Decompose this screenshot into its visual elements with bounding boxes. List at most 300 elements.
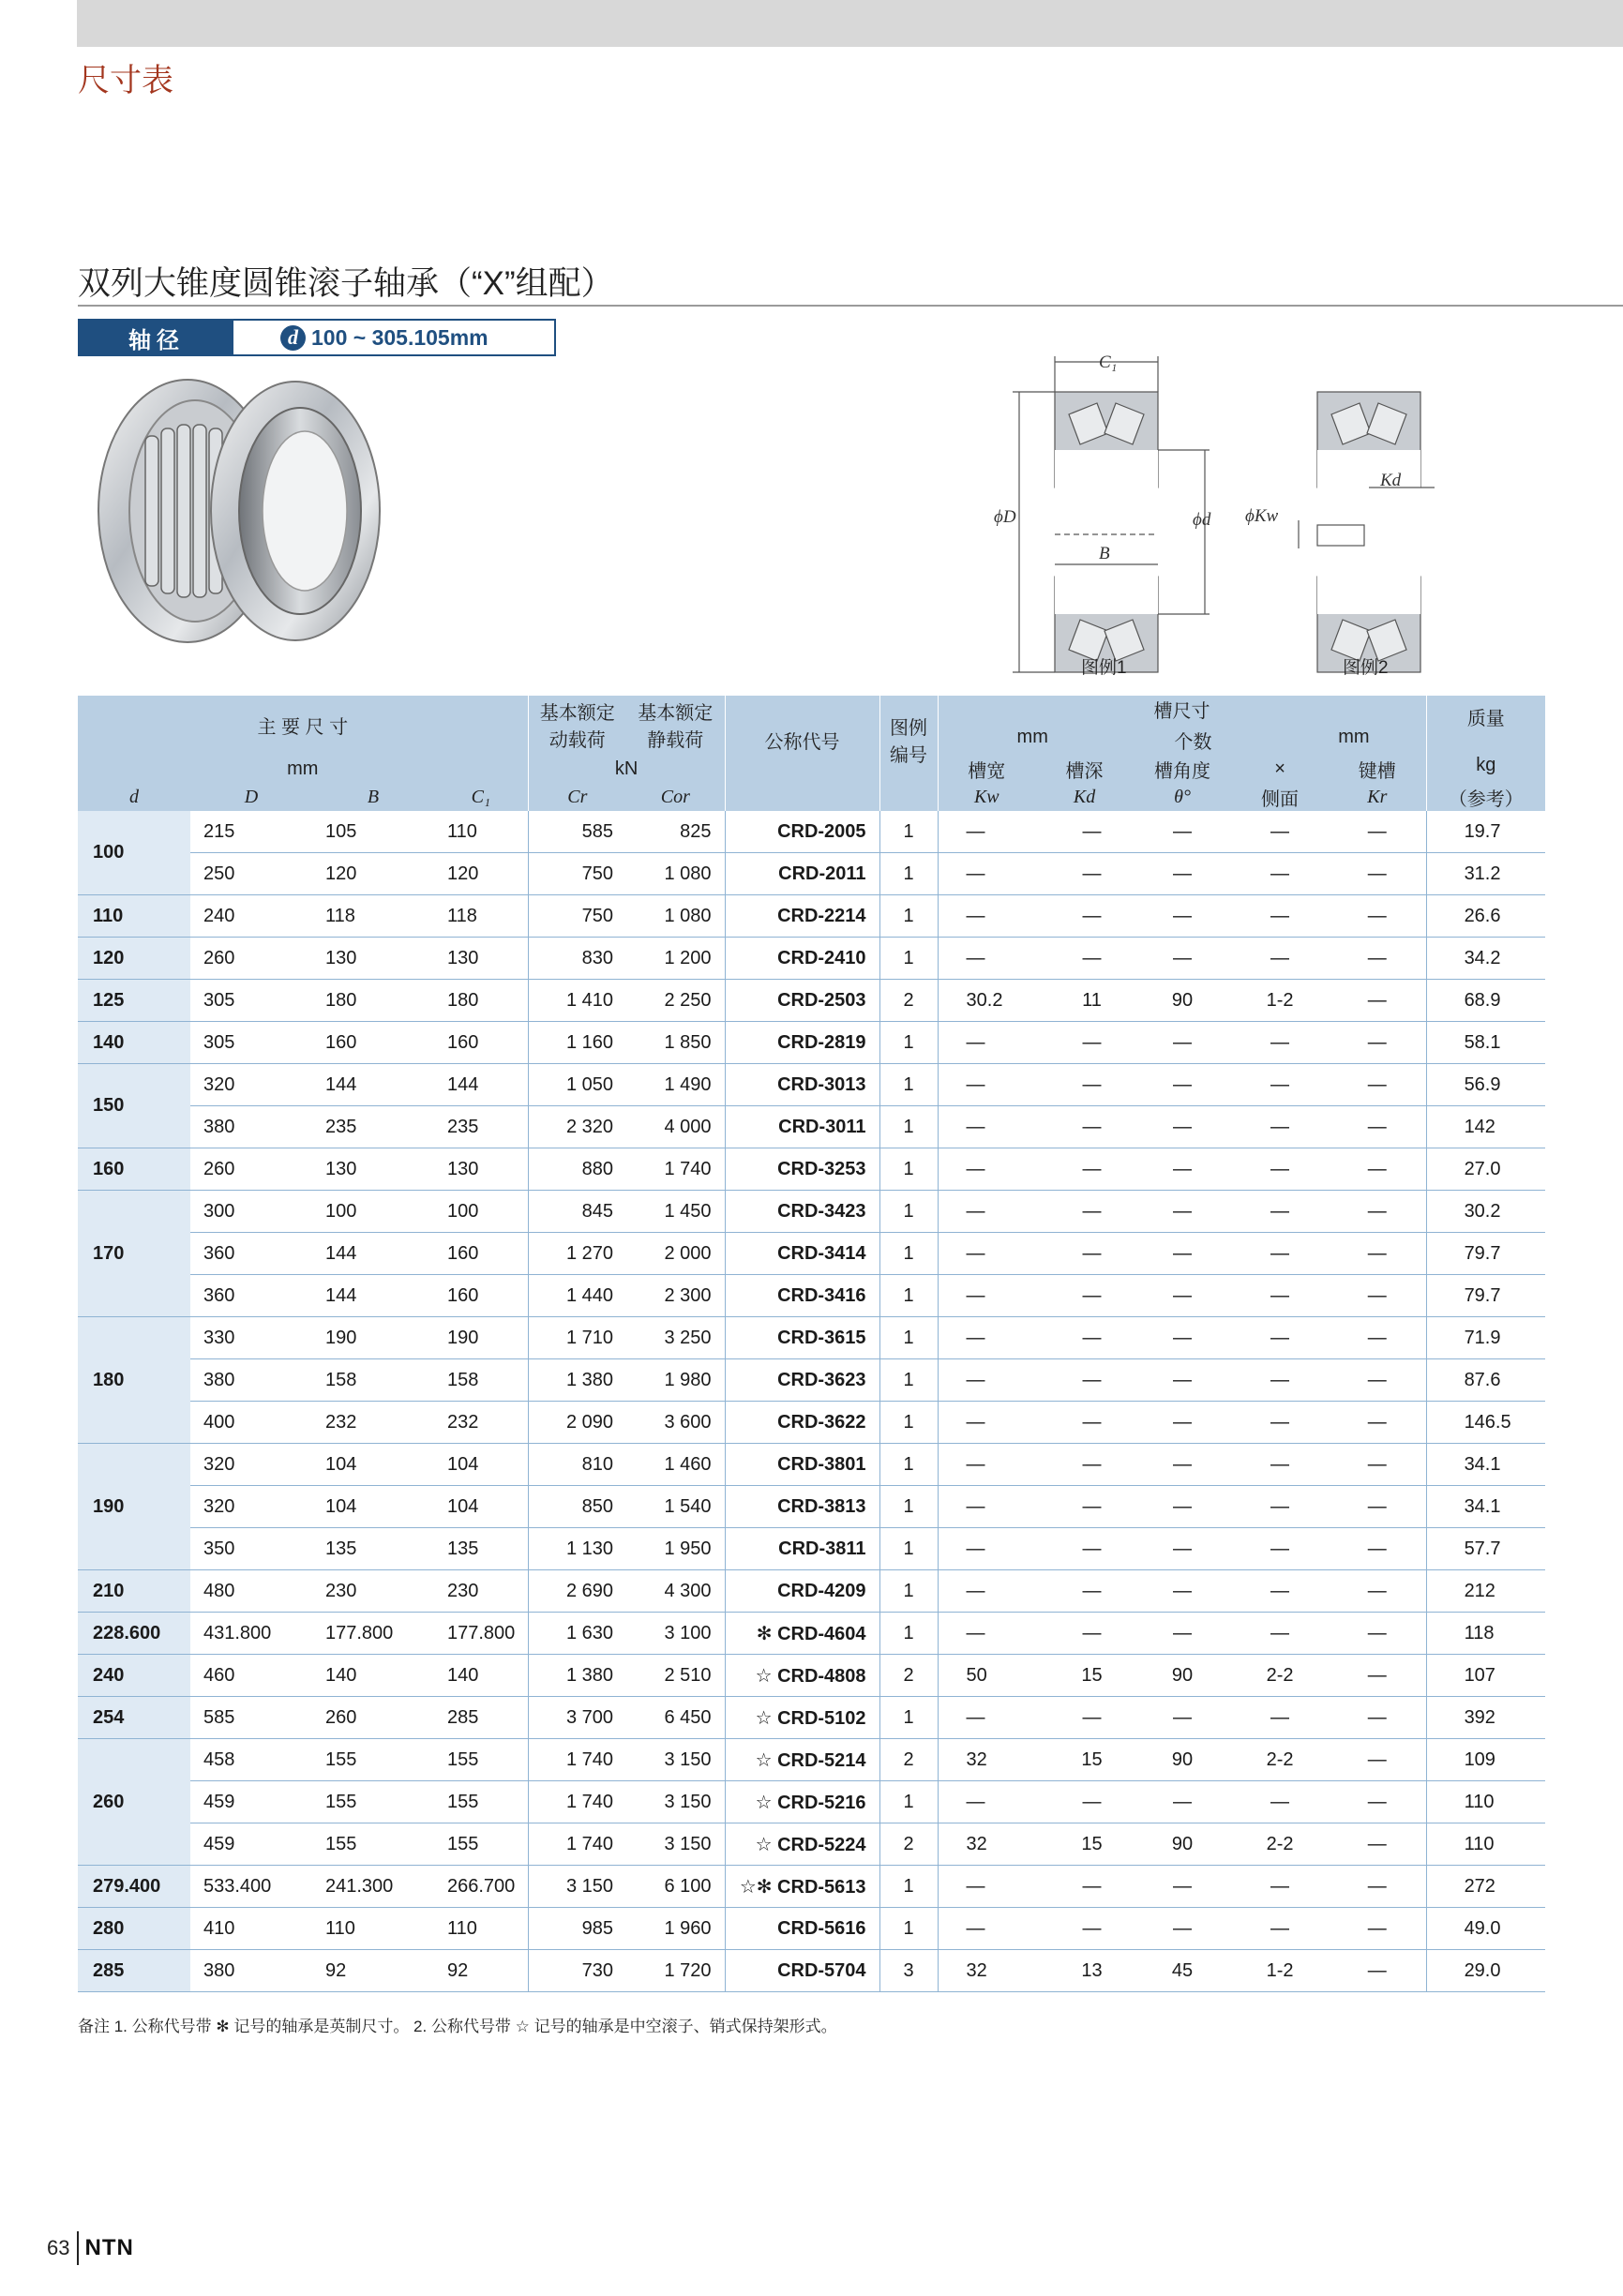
table-cell: —: [938, 1233, 1035, 1275]
table-cell: 2 320: [528, 1106, 626, 1148]
bore-diameter-cell: 254: [78, 1697, 190, 1739]
table-cell: 1: [879, 1866, 938, 1908]
bore-diameter-cell: 125: [78, 980, 190, 1022]
diagram-label-kd: Kd: [1380, 471, 1402, 490]
table-row: [78, 1570, 1545, 1613]
table-cell: 1 960: [626, 1908, 725, 1950]
table-cell: 79.7: [1426, 1233, 1545, 1275]
header-groove-width: 槽宽: [938, 754, 1035, 784]
header-count: 个数: [1174, 732, 1212, 753]
table-header: [78, 696, 1545, 811]
table-cell: —: [1231, 1064, 1329, 1106]
table-cell: 1 490: [626, 1064, 725, 1106]
table-cell: —: [1134, 1317, 1231, 1359]
dimension-table: [78, 696, 1545, 1992]
table-cell: CRD-2005: [725, 811, 879, 853]
table-cell: —: [1035, 1064, 1134, 1106]
table-cell: 92: [434, 1950, 528, 1992]
table-cell: 380: [190, 1106, 312, 1148]
table-cell: —: [1329, 1908, 1426, 1950]
table-cell: 109: [1426, 1739, 1545, 1781]
table-cell: 1: [879, 1570, 938, 1613]
table-cell: 880: [528, 1148, 626, 1191]
bore-range-value-wrap: [233, 321, 554, 354]
table-cell: 49.0: [1426, 1908, 1545, 1950]
header-groove-mm-2: mm: [1338, 727, 1370, 747]
table-cell: —: [1329, 1359, 1426, 1402]
bore-diameter-cell: 285: [78, 1950, 190, 1992]
table-cell: 180: [312, 980, 434, 1022]
table-cell: —: [938, 1064, 1035, 1106]
table-cell: 1-2: [1231, 980, 1329, 1022]
table-row: [78, 980, 1545, 1022]
bore-diameter-cell: 100: [78, 811, 190, 895]
header-groove-mm: mm: [1016, 727, 1048, 747]
header-mass: 质量 kg: [1426, 696, 1545, 784]
table-cell: —: [1035, 1148, 1134, 1191]
table-cell: 392: [1426, 1697, 1545, 1739]
table-cell: —: [1329, 1233, 1426, 1275]
table-cell: —: [1035, 1106, 1134, 1148]
table-cell: —: [1134, 1444, 1231, 1486]
table-cell: 260: [312, 1697, 434, 1739]
table-cell: 87.6: [1426, 1359, 1545, 1402]
table-cell: —: [938, 1275, 1035, 1317]
ntn-logo: NTN: [84, 2235, 134, 2260]
table-cell: 104: [434, 1486, 528, 1528]
table-row: [78, 1655, 1545, 1697]
table-cell: 300: [190, 1191, 312, 1233]
bore-diameter-cell: 260: [78, 1739, 190, 1866]
header-sym-theta: θ°: [1134, 784, 1231, 811]
table-cell: 155: [312, 1781, 434, 1823]
table-cell: —: [1329, 1739, 1426, 1781]
table-cell: —: [1231, 1528, 1329, 1570]
table-cell: —: [1231, 1402, 1329, 1444]
table-cell: 360: [190, 1233, 312, 1275]
table-cell: 45: [1134, 1950, 1231, 1992]
table-cell: 1 720: [626, 1950, 725, 1992]
table-cell: —: [1134, 1528, 1231, 1570]
footnote: 备注 1. 公称代号带 ✻ 记号的轴承是英制尺寸。 2. 公称代号带 ☆ 记号的轴承是中空滚子、销式保持架形式。: [78, 2018, 837, 2035]
table-cell: 79.7: [1426, 1275, 1545, 1317]
diagram-label-phid: ϕd: [1193, 510, 1211, 530]
bore-diameter-cell: 110: [78, 895, 190, 938]
table-cell: —: [938, 853, 1035, 895]
page-title: 双列大锥度圆锥滚子轴承（“X”组配）: [78, 265, 614, 302]
table-cell: 2 000: [626, 1233, 725, 1275]
table-cell: CRD-2819: [725, 1022, 879, 1064]
table-cell: 104: [434, 1444, 528, 1486]
table-cell: 110: [1426, 1781, 1545, 1823]
table-cell: 6 100: [626, 1866, 725, 1908]
table-cell: 118: [1426, 1613, 1545, 1655]
table-cell: —: [938, 1106, 1035, 1148]
table-cell: —: [1329, 811, 1426, 853]
table-cell: 155: [312, 1823, 434, 1866]
table-cell: 120: [434, 853, 528, 895]
table-cell: —: [1329, 853, 1426, 895]
table-cell: —: [1231, 811, 1329, 853]
table-cell: 2-2: [1231, 1823, 1329, 1866]
bore-diameter-cell: 190: [78, 1444, 190, 1570]
bore-diameter-cell: 140: [78, 1022, 190, 1064]
table-cell: —: [1035, 1022, 1134, 1064]
table-cell: 1: [879, 1317, 938, 1359]
table-cell: 431.800: [190, 1613, 312, 1655]
table-cell: 1 740: [528, 1739, 626, 1781]
header-sym-D: D: [190, 784, 312, 811]
table-cell: —: [1329, 1613, 1426, 1655]
table-cell: —: [938, 1697, 1035, 1739]
table-cell: 305: [190, 1022, 312, 1064]
bore-diameter-cell: 210: [78, 1570, 190, 1613]
table-cell: 1: [879, 1022, 938, 1064]
table-cell: 212: [1426, 1570, 1545, 1613]
table-cell: 1: [879, 1402, 938, 1444]
table-cell: —: [1329, 1317, 1426, 1359]
table-cell: 1 050: [528, 1064, 626, 1106]
table-cell: 1 980: [626, 1359, 725, 1402]
table-cell: 3 150: [626, 1739, 725, 1781]
table-cell: 90: [1134, 1823, 1231, 1866]
table-cell: 1 710: [528, 1317, 626, 1359]
table-cell: —: [938, 895, 1035, 938]
table-cell: —: [1329, 1570, 1426, 1613]
table-cell: 400: [190, 1402, 312, 1444]
table-row: [78, 1444, 1545, 1486]
table-cell: —: [1134, 1148, 1231, 1191]
table-cell: 1: [879, 1064, 938, 1106]
table-cell: 1: [879, 811, 938, 853]
table-cell: 1: [879, 895, 938, 938]
table-cell: 144: [312, 1275, 434, 1317]
table-cell: —: [1035, 1444, 1134, 1486]
table-row: [78, 895, 1545, 938]
table-cell: 68.9: [1426, 980, 1545, 1022]
table-cell: 1 410: [528, 980, 626, 1022]
table-cell: 1 080: [626, 895, 725, 938]
table-cell: 1: [879, 1528, 938, 1570]
table-cell: —: [938, 1866, 1035, 1908]
table-cell: 730: [528, 1950, 626, 1992]
bore-diameter-cell: 170: [78, 1191, 190, 1317]
table-cell: —: [1231, 1866, 1329, 1908]
table-cell: 1: [879, 1191, 938, 1233]
table-cell: —: [938, 1444, 1035, 1486]
table-cell: —: [1035, 895, 1134, 938]
table-cell: 1 160: [528, 1022, 626, 1064]
table-cell: ✻ CRD-4604: [725, 1613, 879, 1655]
table-cell: CRD-2011: [725, 853, 879, 895]
bearing-photo: [84, 370, 384, 652]
table-cell: —: [938, 1528, 1035, 1570]
table-cell: 3 100: [626, 1613, 725, 1655]
table-cell: 32: [938, 1823, 1035, 1866]
table-cell: —: [1134, 1697, 1231, 1739]
header-main-dims: 主 要 尺 寸: [78, 696, 528, 754]
table-cell: 34.2: [1426, 938, 1545, 980]
table-cell: 71.9: [1426, 1317, 1545, 1359]
table-cell: 1 630: [528, 1613, 626, 1655]
header-static-load: 基本额定 静载荷: [626, 696, 725, 754]
table-cell: 32: [938, 1739, 1035, 1781]
table-cell: 180: [434, 980, 528, 1022]
table-cell: —: [1035, 1528, 1134, 1570]
table-cell: —: [1134, 1908, 1231, 1950]
table-cell: 1 200: [626, 938, 725, 980]
table-cell: 2: [879, 1739, 938, 1781]
table-cell: —: [1231, 1570, 1329, 1613]
table-row: [78, 1317, 1545, 1359]
table-cell: 110: [434, 1908, 528, 1950]
table-cell: 90: [1134, 1739, 1231, 1781]
table-cell: 160: [434, 1233, 528, 1275]
table-cell: 985: [528, 1908, 626, 1950]
table-cell: 90: [1134, 980, 1231, 1022]
table-cell: —: [1329, 980, 1426, 1022]
table-cell: 3 150: [626, 1781, 725, 1823]
table-cell: 110: [1426, 1823, 1545, 1866]
table-cell: 135: [434, 1528, 528, 1570]
table-cell: 272: [1426, 1866, 1545, 1908]
table-cell: 2: [879, 1655, 938, 1697]
table-cell: 1: [879, 1233, 938, 1275]
table-cell: —: [1134, 895, 1231, 938]
table-cell: 158: [312, 1359, 434, 1402]
bore-range-box: [78, 319, 556, 356]
table-cell: —: [1035, 1233, 1134, 1275]
table-cell: 130: [312, 1148, 434, 1191]
table-cell: 1 460: [626, 1444, 725, 1486]
table-cell: —: [1134, 1233, 1231, 1275]
table-row: [78, 1402, 1545, 1444]
table-cell: —: [938, 1148, 1035, 1191]
table-cell: —: [1329, 1444, 1426, 1486]
table-cell: 235: [312, 1106, 434, 1148]
bore-diameter-cell: 228.600: [78, 1613, 190, 1655]
table-cell: —: [1134, 938, 1231, 980]
table-cell: 104: [312, 1486, 434, 1528]
table-row: [78, 1191, 1545, 1233]
table-cell: 90: [1134, 1655, 1231, 1697]
table-cell: —: [1231, 853, 1329, 895]
table-cell: 810: [528, 1444, 626, 1486]
table-cell: 50: [938, 1655, 1035, 1697]
table-cell: 177.800: [312, 1613, 434, 1655]
table-cell: —: [1134, 1022, 1231, 1064]
table-cell: —: [1231, 1191, 1329, 1233]
table-cell: —: [1134, 1402, 1231, 1444]
table-cell: CRD-2410: [725, 938, 879, 980]
table-row: [78, 1528, 1545, 1570]
table-cell: CRD-2214: [725, 895, 879, 938]
table-cell: —: [1231, 1148, 1329, 1191]
table-cell: —: [1329, 1486, 1426, 1528]
table-cell: 1 740: [528, 1781, 626, 1823]
table-cell: 2-2: [1231, 1655, 1329, 1697]
table-cell: 57.7: [1426, 1528, 1545, 1570]
table-cell: 135: [312, 1528, 434, 1570]
table-cell: —: [938, 1781, 1035, 1823]
table-cell: —: [1329, 1697, 1426, 1739]
table-cell: 1: [879, 1148, 938, 1191]
table-cell: CRD-3623: [725, 1359, 879, 1402]
table-cell: 120: [312, 853, 434, 895]
table-row: [78, 1106, 1545, 1148]
table-cell: —: [1231, 1233, 1329, 1275]
table-row: [78, 1950, 1545, 1992]
table-cell: 140: [434, 1655, 528, 1697]
figure-2-caption: 图例2: [1343, 658, 1389, 678]
table-cell: 30.2: [938, 980, 1035, 1022]
table-cell: —: [1134, 1275, 1231, 1317]
table-cell: CRD-2503: [725, 980, 879, 1022]
table-cell: 190: [434, 1317, 528, 1359]
table-cell: 320: [190, 1486, 312, 1528]
table-cell: CRD-3811: [725, 1528, 879, 1570]
header-sym-cor: Cor: [626, 784, 725, 811]
table-cell: CRD-3011: [725, 1106, 879, 1148]
table-cell: —: [1035, 811, 1134, 853]
table-row: [78, 1613, 1545, 1655]
table-cell: —: [1035, 1613, 1134, 1655]
table-cell: 130: [434, 938, 528, 980]
table-cell: 118: [312, 895, 434, 938]
table-cell: 266.700: [434, 1866, 528, 1908]
diagram-label-phikw: ϕKw: [1245, 506, 1279, 526]
table-cell: 34.1: [1426, 1486, 1545, 1528]
table-cell: —: [1035, 938, 1134, 980]
table-cell: —: [1329, 938, 1426, 980]
header-dynamic-load: 基本额定 动载荷: [528, 696, 626, 754]
table-cell: 241.300: [312, 1866, 434, 1908]
table-cell: 320: [190, 1444, 312, 1486]
table-cell: 11: [1035, 980, 1134, 1022]
table-cell: —: [1231, 1781, 1329, 1823]
table-cell: 144: [312, 1233, 434, 1275]
table-cell: 330: [190, 1317, 312, 1359]
table-cell: 460: [190, 1655, 312, 1697]
table-cell: 320: [190, 1064, 312, 1106]
table-cell: 1: [879, 1444, 938, 1486]
table-cell: 1: [879, 1613, 938, 1655]
table-cell: —: [1231, 1275, 1329, 1317]
table-cell: 2-2: [1231, 1739, 1329, 1781]
table-cell: —: [1329, 1148, 1426, 1191]
table-cell: 285: [434, 1697, 528, 1739]
table-cell: CRD-3414: [725, 1233, 879, 1275]
table-cell: 58.1: [1426, 1022, 1545, 1064]
table-cell: 26.6: [1426, 895, 1545, 938]
table-body: [78, 811, 1545, 1992]
table-cell: 250: [190, 853, 312, 895]
table-cell: 100: [434, 1191, 528, 1233]
table-cell: 1: [879, 1908, 938, 1950]
table-cell: —: [1035, 1191, 1134, 1233]
table-cell: CRD-5704: [725, 1950, 879, 1992]
table-cell: —: [1329, 1866, 1426, 1908]
table-cell: ☆✻ CRD-5613: [725, 1866, 879, 1908]
table-cell: 1 450: [626, 1191, 725, 1233]
table-cell: 107: [1426, 1655, 1545, 1697]
table-cell: 3 600: [626, 1402, 725, 1444]
table-cell: 230: [312, 1570, 434, 1613]
table-cell: 3 150: [528, 1866, 626, 1908]
table-cell: —: [1231, 895, 1329, 938]
table-cell: ☆ CRD-5214: [725, 1739, 879, 1781]
table-cell: —: [1329, 1655, 1426, 1697]
table-cell: —: [938, 1317, 1035, 1359]
table-cell: 2: [879, 980, 938, 1022]
table-cell: —: [938, 1908, 1035, 1950]
table-cell: 15: [1035, 1655, 1134, 1697]
bore-diameter-cell: 160: [78, 1148, 190, 1191]
header-sym-kr: Kr: [1329, 784, 1426, 811]
header-mm: mm: [78, 754, 528, 784]
table-cell: 1 130: [528, 1528, 626, 1570]
table-cell: —: [1134, 1613, 1231, 1655]
table-cell: —: [1329, 1823, 1426, 1866]
table-cell: —: [1134, 811, 1231, 853]
table-cell: —: [1231, 1359, 1329, 1402]
table-cell: 360: [190, 1275, 312, 1317]
header-groove-angle: 槽角度: [1134, 754, 1231, 784]
table-cell: 13: [1035, 1950, 1134, 1992]
table-cell: ☆ CRD-5224: [725, 1823, 879, 1866]
table-cell: —: [1134, 1781, 1231, 1823]
table-cell: —: [1035, 1908, 1134, 1950]
table-cell: —: [1035, 1317, 1134, 1359]
table-cell: 160: [312, 1022, 434, 1064]
table-cell: 1 380: [528, 1655, 626, 1697]
table-cell: CRD-5616: [725, 1908, 879, 1950]
table-cell: 480: [190, 1570, 312, 1613]
table-cell: —: [1035, 1570, 1134, 1613]
table-cell: 1: [879, 853, 938, 895]
table-cell: 32: [938, 1950, 1035, 1992]
table-cell: 34.1: [1426, 1444, 1545, 1486]
table-cell: 1 380: [528, 1359, 626, 1402]
table-cell: 585: [190, 1697, 312, 1739]
table-cell: 31.2: [1426, 853, 1545, 895]
table-cell: —: [1134, 1064, 1231, 1106]
table-cell: 3 250: [626, 1317, 725, 1359]
table-cell: CRD-3416: [725, 1275, 879, 1317]
table-cell: 750: [528, 853, 626, 895]
header-sym-C1: C₁: [434, 784, 528, 811]
table-cell: 2: [879, 1823, 938, 1866]
table-cell: —: [938, 1613, 1035, 1655]
table-row: [78, 1866, 1545, 1908]
table-cell: —: [1231, 1697, 1329, 1739]
table-cell: 1 080: [626, 853, 725, 895]
footer: [47, 2231, 134, 2265]
header-count-x: ×: [1231, 754, 1329, 784]
table-cell: 1 740: [528, 1823, 626, 1866]
table-cell: 2 090: [528, 1402, 626, 1444]
table-cell: —: [1329, 1950, 1426, 1992]
table-cell: —: [1329, 1064, 1426, 1106]
table-cell: —: [938, 1359, 1035, 1402]
table-cell: 130: [312, 938, 434, 980]
table-cell: 2 690: [528, 1570, 626, 1613]
table-cell: 144: [312, 1064, 434, 1106]
table-cell: 215: [190, 811, 312, 853]
table-cell: 110: [312, 1908, 434, 1950]
table-cell: —: [1035, 1697, 1134, 1739]
table-cell: 1-2: [1231, 1950, 1329, 1992]
